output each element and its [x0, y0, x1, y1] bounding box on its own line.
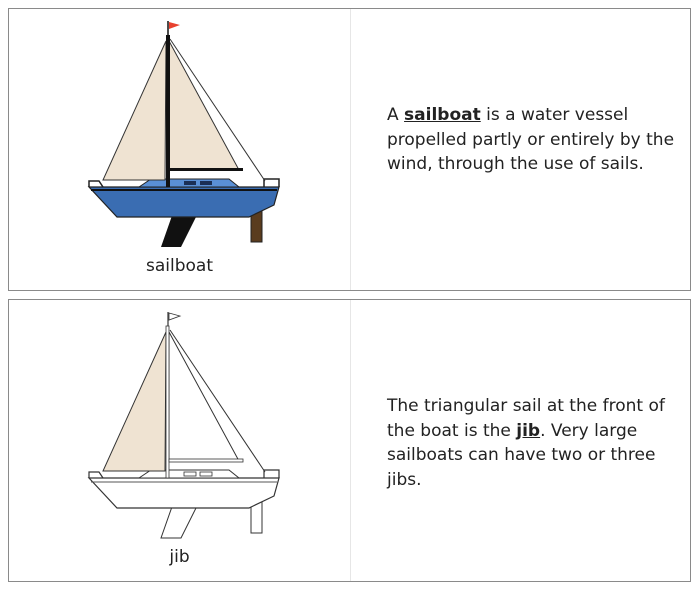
boom — [169, 168, 243, 171]
keyword: jib — [516, 420, 541, 441]
main-sail — [169, 332, 239, 461]
flag — [169, 22, 180, 29]
definition-text: A sailboat is a water vessel propelled partly or entirely by the wind, through the use of sails. — [387, 105, 675, 174]
jib-card — [8, 299, 691, 582]
mast — [166, 326, 169, 478]
flag — [169, 313, 180, 320]
sailboat-illustration — [69, 15, 289, 250]
main-sail — [169, 41, 239, 170]
image-caption: sailboat — [146, 256, 213, 276]
boom — [169, 459, 243, 462]
hull — [89, 187, 279, 217]
keyword: sailboat — [404, 105, 481, 125]
jib-sail — [103, 332, 166, 471]
image-caption: jib — [169, 547, 190, 567]
jib-sail — [103, 41, 166, 180]
sailboat-card — [8, 8, 691, 291]
mast — [166, 35, 170, 187]
jib-illustration — [69, 306, 289, 541]
card-divider — [350, 300, 351, 581]
card-divider — [350, 9, 351, 290]
definition-text: The triangular sail at the front of the boat is the jib. Very large sailboats can have two or three jibs. — [387, 396, 665, 490]
